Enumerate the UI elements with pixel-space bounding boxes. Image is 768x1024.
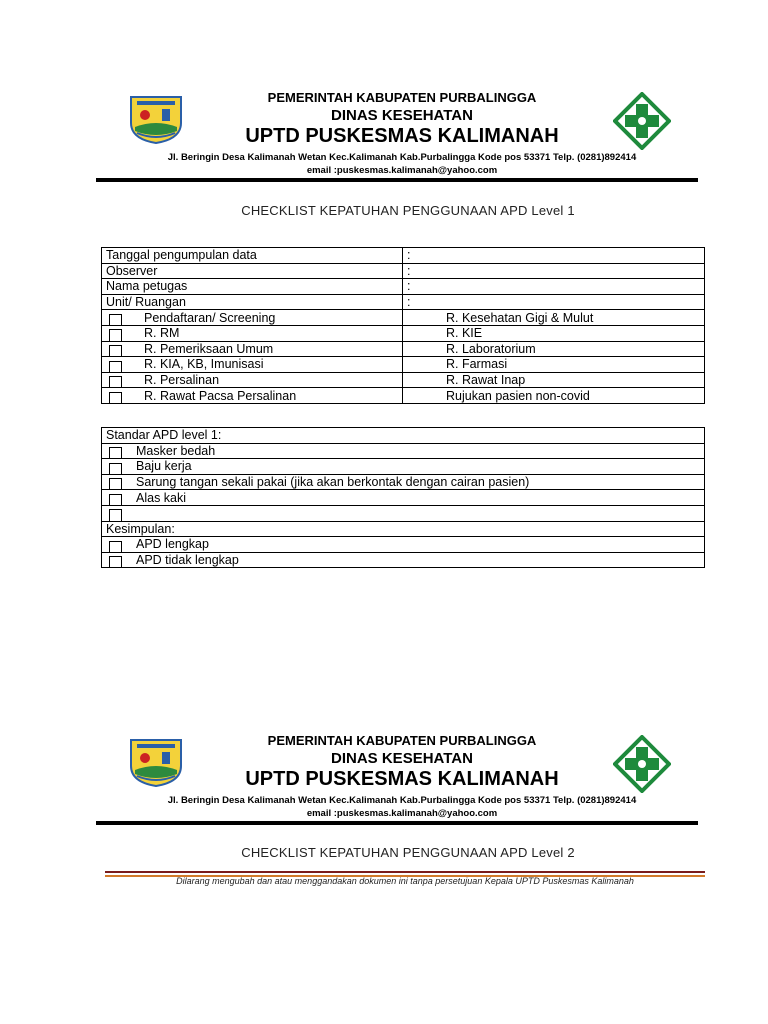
conclusion-item <box>102 537 705 553</box>
standard-header: Standar APD level 1: <box>102 428 705 444</box>
room-left-label: R. Persalinan <box>144 372 220 387</box>
conclusion-label: APD tidak lengkap <box>136 552 239 567</box>
letterhead-divider <box>96 821 698 825</box>
standard-label: Baju kerja <box>136 459 192 474</box>
table-row <box>102 505 705 521</box>
room-left-label: R. Pemeriksaan Umum <box>144 341 274 356</box>
room-right-label: R. KIE <box>446 326 483 341</box>
room-left-label: R. KIA, KB, Imunisasi <box>144 357 264 372</box>
table-row <box>102 459 705 475</box>
table-row <box>102 474 705 490</box>
government-name: PEMERINTAH KABUPATEN PURBALINGGA <box>267 90 537 105</box>
room-left-label: Pendaftaran/ Screening <box>144 310 276 325</box>
room-cell <box>102 310 403 326</box>
table-row <box>102 248 705 264</box>
checkbox[interactable] <box>109 329 122 341</box>
footer-note: Dilarang mengubah dan atau menggandakan dokumen ini tanpa persetujuan Kepala UPTD Puskesmas Kalimanah <box>176 876 634 886</box>
checkbox[interactable] <box>109 392 122 404</box>
room-right-label: R. Kesehatan Gigi & Mulut <box>446 310 594 325</box>
room-cell <box>102 341 403 357</box>
room-right-label: Rujukan pasien non-covid <box>446 388 590 403</box>
table-row <box>102 263 705 279</box>
observation-table <box>101 247 705 404</box>
table-row <box>102 372 705 388</box>
standard-label: Masker bedah <box>136 443 216 458</box>
conclusion-item <box>102 552 705 568</box>
table-row <box>102 325 705 341</box>
standard-label: Sarung tangan sekali pakai (jika akan berkontak dengan cairan pasien) <box>136 474 530 489</box>
checkbox[interactable] <box>109 314 122 326</box>
document-title: CHECKLIST KEPATUHAN PENGGUNAAN APD Level 1 <box>241 203 575 218</box>
table-row <box>102 279 705 295</box>
table-row <box>102 521 705 537</box>
conclusion-header: Kesimpulan: <box>102 521 705 537</box>
organization-name: UPTD PUSKESMAS KALIMANAH <box>245 768 559 790</box>
room-right-label: R. Rawat Inap <box>446 373 526 388</box>
row-label: Unit/ Ruangan <box>102 294 403 310</box>
letterhead <box>0 733 768 843</box>
health-cross-icon <box>613 735 671 793</box>
checkbox[interactable] <box>109 556 122 568</box>
row-label: Nama petugas <box>102 279 403 295</box>
row-label: Tanggal pengumpulan data <box>102 248 403 264</box>
row-value[interactable]: : <box>403 263 705 279</box>
room-cell <box>403 372 705 388</box>
checkbox[interactable] <box>109 509 122 521</box>
empty-item <box>102 505 705 521</box>
table-row <box>102 428 705 444</box>
table-row <box>102 357 705 373</box>
letterhead-divider <box>96 178 698 182</box>
address: Jl. Beringin Desa Kalimanah Wetan Kec.Kalimanah Kab.Purbalingga Kode pos 53371 Telp. (0281)892414 <box>167 795 637 806</box>
room-cell <box>403 325 705 341</box>
letterhead <box>0 90 768 200</box>
email: email :puskesmas.kalimanah@yahoo.com <box>306 808 498 819</box>
room-right-label: R. Farmasi <box>446 357 508 372</box>
room-cell <box>403 388 705 404</box>
email: email :puskesmas.kalimanah@yahoo.com <box>306 165 498 176</box>
standard-item <box>102 490 705 506</box>
room-cell <box>102 388 403 404</box>
standard-item <box>102 459 705 475</box>
room-left-label: R. Rawat Pacsa Persalinan <box>144 388 297 403</box>
row-value[interactable]: : <box>403 279 705 295</box>
footer-divider <box>105 871 705 873</box>
table-row <box>102 341 705 357</box>
conclusion-label: APD lengkap <box>136 537 209 552</box>
standard-item <box>102 474 705 490</box>
department-name: DINAS KESEHATAN <box>331 107 473 124</box>
checkbox[interactable] <box>109 463 122 475</box>
table-row <box>102 443 705 459</box>
organization-name: UPTD PUSKESMAS KALIMANAH <box>245 125 559 147</box>
room-left-label: R. RM <box>144 326 180 341</box>
room-cell <box>403 357 705 373</box>
document-title: CHECKLIST KEPATUHAN PENGGUNAAN APD Level 2 <box>241 845 575 860</box>
room-cell <box>102 372 403 388</box>
checkbox[interactable] <box>109 376 122 388</box>
checkbox[interactable] <box>109 345 122 357</box>
table-row <box>102 310 705 326</box>
table-row <box>102 537 705 553</box>
health-cross-icon <box>613 92 671 150</box>
table-row <box>102 294 705 310</box>
room-cell <box>102 325 403 341</box>
department-name: DINAS KESEHATAN <box>331 750 473 767</box>
room-cell <box>403 310 705 326</box>
table-row <box>102 388 705 404</box>
table-row <box>102 490 705 506</box>
apd-standard-table <box>101 427 705 568</box>
checkbox[interactable] <box>109 541 122 553</box>
standard-label: Alas kaki <box>136 490 187 505</box>
row-value[interactable]: : <box>403 248 705 264</box>
government-name: PEMERINTAH KABUPATEN PURBALINGGA <box>267 733 537 748</box>
standard-item <box>102 443 705 459</box>
row-label: Observer <box>102 263 403 279</box>
room-right-label: R. Laboratorium <box>446 341 536 356</box>
checkbox[interactable] <box>109 361 122 373</box>
row-value[interactable]: : <box>403 294 705 310</box>
checkbox[interactable] <box>109 478 122 490</box>
room-cell <box>102 357 403 373</box>
checkbox[interactable] <box>109 494 122 506</box>
address: Jl. Beringin Desa Kalimanah Wetan Kec.Kalimanah Kab.Purbalingga Kode pos 53371 Telp. (0281)892414 <box>167 152 637 163</box>
checkbox[interactable] <box>109 447 122 459</box>
room-cell <box>403 341 705 357</box>
table-row <box>102 552 705 568</box>
